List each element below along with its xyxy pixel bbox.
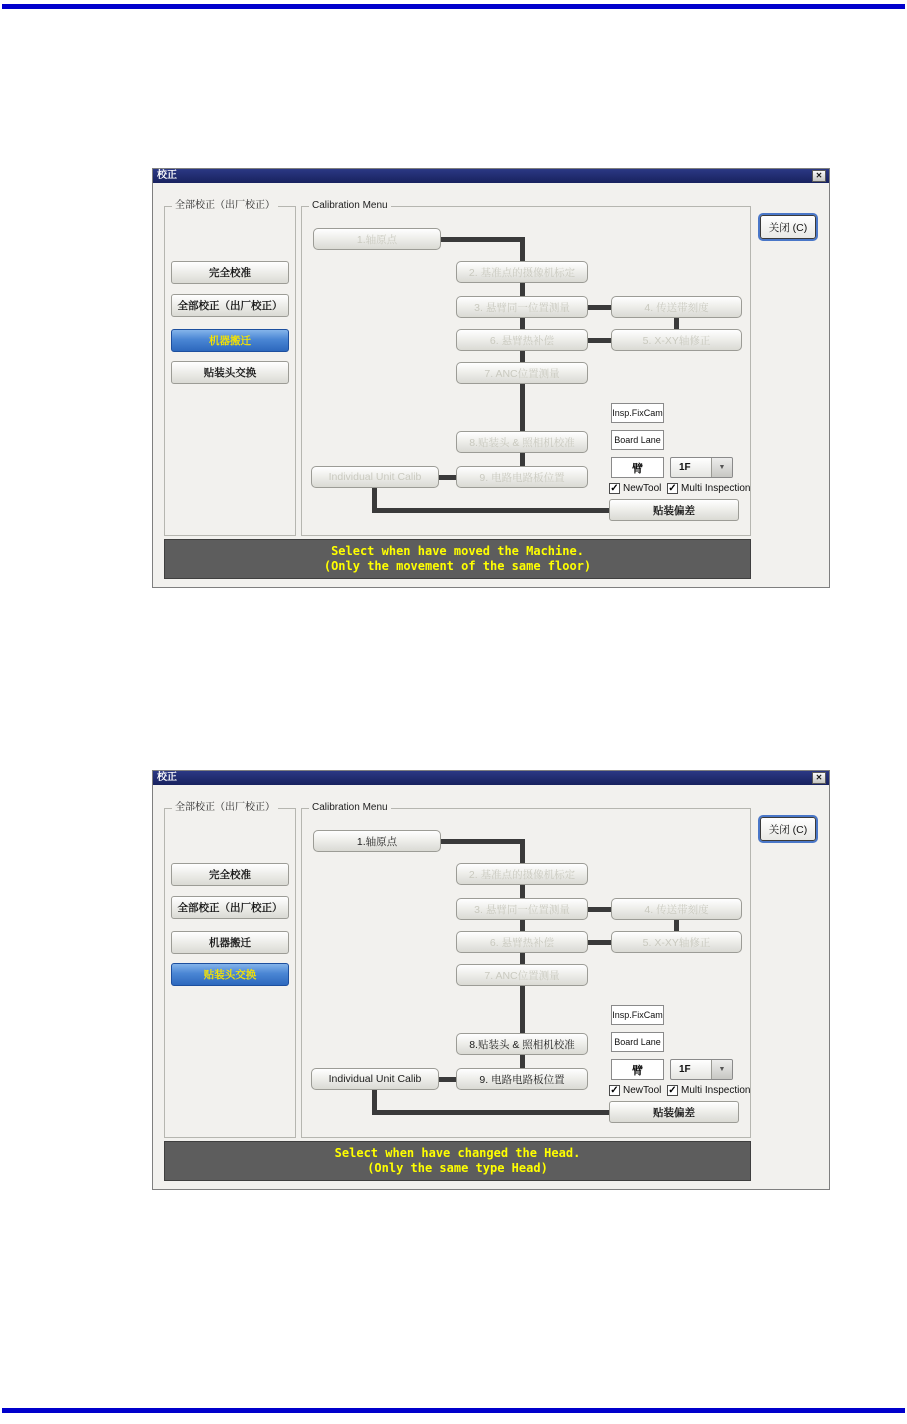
flow-step3-beam-position-button[interactable]: 3. 悬臂同一位置测量 bbox=[456, 898, 588, 920]
dropdown-arrow-button[interactable] bbox=[711, 458, 732, 477]
connector-line bbox=[520, 237, 525, 263]
flow-step6-beam-thermal-button[interactable]: 6. 悬臂热补偿 bbox=[456, 931, 588, 953]
placement-offset-button[interactable]: 贴装偏差 bbox=[609, 1101, 739, 1123]
check-icon: ✓ bbox=[668, 1085, 677, 1096]
check-icon: ✓ bbox=[668, 483, 677, 494]
arm-button[interactable]: 臂 bbox=[611, 457, 664, 478]
flow-step5-xxy-axis-button[interactable]: 5. X-XY轴修正 bbox=[611, 931, 742, 953]
individual-unit-calib-button[interactable]: Individual Unit Calib bbox=[311, 1068, 439, 1090]
head-exchange-button[interactable]: 贴装头交换 bbox=[171, 361, 289, 384]
close-dialog-button[interactable]: 关闭 (C) bbox=[760, 215, 816, 239]
dialog-title: 校正 bbox=[157, 170, 177, 181]
status-message-line2: (Only the same type Head) bbox=[367, 1161, 548, 1175]
checkbox-label: NewTool bbox=[623, 1085, 662, 1096]
multi-inspection-checkbox[interactable] bbox=[667, 482, 750, 495]
arm-floor-dropdown-value: 1F bbox=[679, 1064, 691, 1075]
factory-calibration-group-label: 全部校正（出厂校正） bbox=[172, 200, 278, 212]
board-lane-button[interactable]: Board Lane bbox=[611, 1032, 664, 1052]
arm-floor-dropdown-value: 1F bbox=[679, 462, 691, 473]
flow-step1-axis-origin-button[interactable]: 1.轴原点 bbox=[313, 228, 441, 250]
flow-step6-beam-thermal-button[interactable]: 6. 悬臂热补偿 bbox=[456, 329, 588, 351]
machine-relocation-button[interactable]: 机器搬迁 bbox=[171, 329, 289, 352]
flow-step2-fiducial-camera-button[interactable]: 2. 基准点的摄像机标定 bbox=[456, 863, 588, 885]
arm-floor-dropdown[interactable] bbox=[670, 1059, 733, 1080]
newtool-checkbox[interactable] bbox=[609, 1084, 661, 1097]
individual-unit-calib-button[interactable]: Individual Unit Calib bbox=[311, 466, 439, 488]
flow-step9-board-position-button[interactable]: 9. 电路电路板位置 bbox=[456, 466, 588, 488]
dialog-instance-machine-move bbox=[152, 168, 830, 588]
connector-line bbox=[439, 237, 525, 242]
dialog-title: 校正 bbox=[157, 772, 177, 783]
calibration-dialog-window bbox=[152, 168, 830, 588]
newtool-checkbox[interactable] bbox=[609, 482, 661, 495]
flow-step2-fiducial-camera-button[interactable]: 2. 基准点的摄像机标定 bbox=[456, 261, 588, 283]
close-icon: ✕ bbox=[815, 773, 823, 782]
placement-offset-button[interactable]: 贴装偏差 bbox=[609, 499, 739, 521]
connector-line bbox=[438, 1077, 457, 1082]
flow-step3-beam-position-button[interactable]: 3. 悬臂同一位置测量 bbox=[456, 296, 588, 318]
machine-relocation-button[interactable]: 机器搬迁 bbox=[171, 931, 289, 954]
flow-step8-head-camera-button[interactable]: 8.贴装头 & 照相机校准 bbox=[456, 1033, 588, 1055]
calibration-dialog-window bbox=[152, 770, 830, 1190]
connector-line bbox=[439, 839, 525, 844]
connector-line bbox=[520, 282, 525, 297]
page-top-rule bbox=[2, 4, 905, 9]
check-icon: ✓ bbox=[610, 1085, 619, 1096]
flow-step8-head-camera-button[interactable]: 8.贴装头 & 照相机校准 bbox=[456, 431, 588, 453]
flow-step4-conveyor-scale-button[interactable]: 4. 传送带刻度 bbox=[611, 296, 742, 318]
calibration-menu-group-label: Calibration Menu bbox=[309, 200, 391, 212]
checkbox-box[interactable] bbox=[667, 483, 678, 494]
connector-line bbox=[520, 1054, 525, 1069]
status-message-bar bbox=[164, 539, 751, 579]
status-message-line2: (Only the movement of the same floor) bbox=[323, 559, 592, 573]
flow-step9-board-position-button[interactable]: 9. 电路电路板位置 bbox=[456, 1068, 588, 1090]
dialog-titlebar bbox=[153, 169, 829, 183]
all-calibration-factory-button[interactable]: 全部校正（出厂校正） bbox=[171, 294, 289, 317]
chevron-down-icon: ▼ bbox=[718, 1066, 726, 1073]
page-bottom-rule bbox=[2, 1408, 905, 1413]
chevron-down-icon: ▼ bbox=[718, 464, 726, 471]
connector-line bbox=[587, 338, 612, 343]
arm-floor-dropdown[interactable] bbox=[670, 457, 733, 478]
dialog-titlebar bbox=[153, 771, 829, 785]
connector-line bbox=[372, 508, 610, 513]
connector-line bbox=[520, 383, 525, 432]
close-dialog-button[interactable]: 关闭 (C) bbox=[760, 817, 816, 841]
connector-line bbox=[520, 839, 525, 865]
connector-line bbox=[520, 884, 525, 899]
status-message-bar bbox=[164, 1141, 751, 1181]
flow-step5-xxy-axis-button[interactable]: 5. X-XY轴修正 bbox=[611, 329, 742, 351]
factory-calibration-group-label: 全部校正（出厂校正） bbox=[172, 802, 278, 814]
all-calibration-factory-button[interactable]: 全部校正（出厂校正） bbox=[171, 896, 289, 919]
checkbox-label: NewTool bbox=[623, 483, 662, 494]
dialog-instance-head-exchange bbox=[152, 770, 830, 1190]
connector-line bbox=[372, 1110, 610, 1115]
board-lane-button[interactable]: Board Lane bbox=[611, 430, 664, 450]
full-calibration-button[interactable]: 完全校准 bbox=[171, 863, 289, 886]
connector-line bbox=[587, 907, 612, 912]
check-icon: ✓ bbox=[610, 483, 619, 494]
arm-button[interactable]: 臂 bbox=[611, 1059, 664, 1080]
titlebar-close-button[interactable] bbox=[812, 772, 826, 784]
checkbox-label: Multi Inspection bbox=[681, 1085, 751, 1096]
checkbox-box[interactable] bbox=[667, 1085, 678, 1096]
connector-line bbox=[520, 452, 525, 467]
calibration-menu-group-label: Calibration Menu bbox=[309, 802, 391, 814]
status-message-line1: Select when have moved the Machine. bbox=[331, 544, 584, 558]
titlebar-close-button[interactable] bbox=[812, 170, 826, 182]
full-calibration-button[interactable]: 完全校准 bbox=[171, 261, 289, 284]
checkbox-label: Multi Inspection bbox=[681, 483, 751, 494]
flow-step7-anc-position-button[interactable]: 7. ANC位置测量 bbox=[456, 362, 588, 384]
insp-fixcam-button[interactable]: Insp.FixCam bbox=[611, 403, 664, 423]
checkbox-box[interactable] bbox=[609, 1085, 620, 1096]
head-exchange-button[interactable]: 贴装头交换 bbox=[171, 963, 289, 986]
checkbox-box[interactable] bbox=[609, 483, 620, 494]
connector-line bbox=[587, 305, 612, 310]
connector-line bbox=[520, 985, 525, 1034]
flow-step7-anc-position-button[interactable]: 7. ANC位置测量 bbox=[456, 964, 588, 986]
insp-fixcam-button[interactable]: Insp.FixCam bbox=[611, 1005, 664, 1025]
close-icon: ✕ bbox=[815, 171, 823, 180]
connector-line bbox=[587, 940, 612, 945]
status-message-line1: Select when have changed the Head. bbox=[334, 1146, 581, 1160]
flow-step1-axis-origin-button[interactable]: 1.轴原点 bbox=[313, 830, 441, 852]
connector-line bbox=[438, 475, 457, 480]
flow-step4-conveyor-scale-button[interactable]: 4. 传送带刻度 bbox=[611, 898, 742, 920]
dropdown-arrow-button[interactable] bbox=[711, 1060, 732, 1079]
multi-inspection-checkbox[interactable] bbox=[667, 1084, 750, 1097]
